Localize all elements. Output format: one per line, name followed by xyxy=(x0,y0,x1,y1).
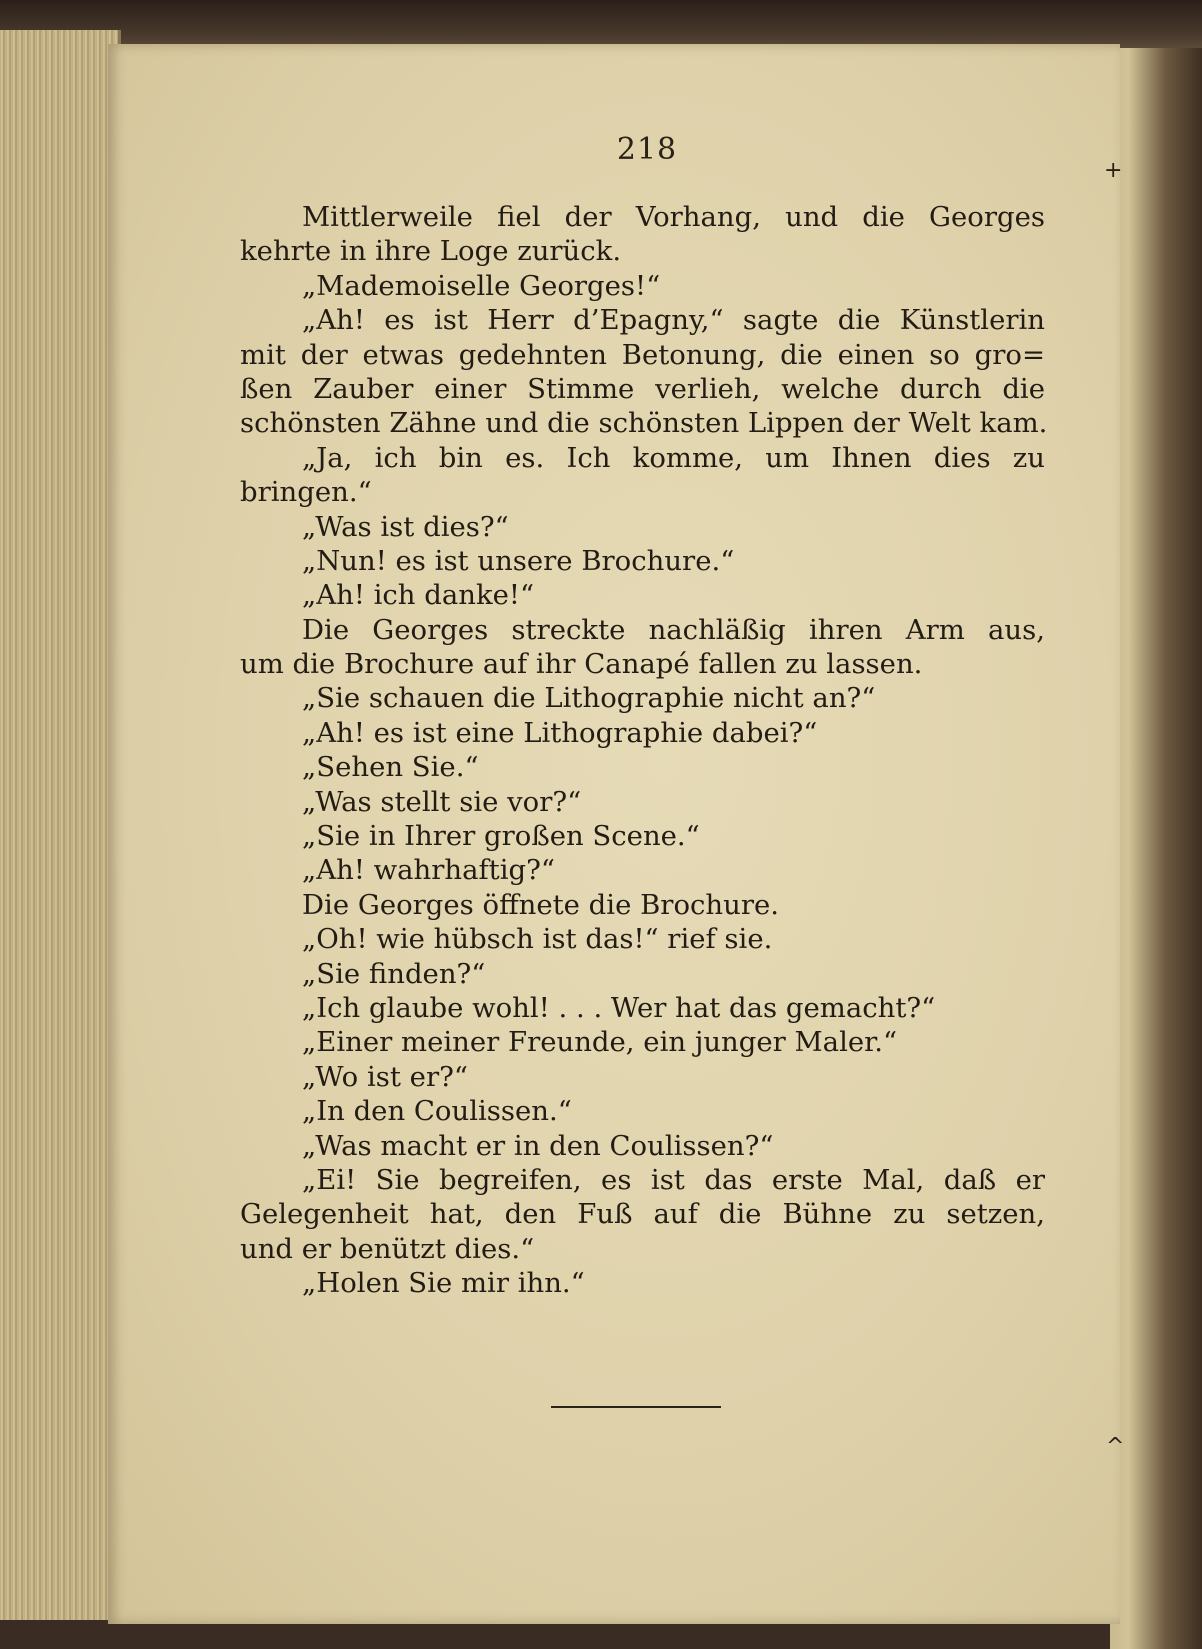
text-line: „Ah! es ist Herr d’Epagny,“ sagte die Künstlerin xyxy=(302,304,1045,337)
text-line: mit der etwas gedehnten Betonung, die einen so gro= xyxy=(240,338,1045,371)
text-line: „Holen Sie mir ihn.“ xyxy=(302,1267,585,1300)
text-line: Gelegenheit hat, den Fuß auf die Bühne zu setzen, xyxy=(240,1198,1045,1231)
caret-mark-icon: ^ xyxy=(1106,1434,1125,1459)
text-line: „Wo ist er?“ xyxy=(302,1060,468,1093)
text-line: „Ah! wahrhaftig?“ xyxy=(302,854,555,887)
text-line: schönsten Zähne und die schönsten Lippen der Welt kam. xyxy=(240,407,1048,440)
text-line: „Ah! es ist eine Lithographie dabei?“ xyxy=(302,716,818,749)
text-line: „Ei! Sie begreifen, es ist das erste Mal, daß er xyxy=(302,1163,1045,1196)
text-line: bringen.“ xyxy=(240,476,372,509)
text-line: „Nun! es ist unsere Brochure.“ xyxy=(302,544,735,577)
text-line: „Was macht er in den Coulissen?“ xyxy=(302,1129,774,1162)
book-spine-edge xyxy=(1110,48,1202,1649)
text-line: „Oh! wie hübsch ist das!“ rief sie. xyxy=(302,923,773,956)
text-line: „Sie finden?“ xyxy=(302,957,486,990)
page-text xyxy=(240,200,1048,1301)
text-line: „Sehen Sie.“ xyxy=(302,751,479,784)
text-line: „Ah! ich danke!“ xyxy=(302,579,535,612)
text-line: kehrte in ihre Loge zurück. xyxy=(240,235,622,268)
text-line: „Ich glaube wohl! . . . Wer hat das gemacht?“ xyxy=(302,991,936,1024)
text-line: „Einer meiner Freunde, ein junger Maler.“ xyxy=(302,1026,898,1059)
text-line: „In den Coulissen.“ xyxy=(302,1095,572,1128)
page-number: 218 xyxy=(616,132,678,167)
plus-mark-icon: + xyxy=(1104,158,1123,183)
text-line: und er benützt dies.“ xyxy=(240,1232,535,1265)
text-line: „Sie schauen die Lithographie nicht an?“ xyxy=(302,682,876,715)
section-divider-rule xyxy=(551,1406,721,1408)
text-line: Die Georges öffnete die Brochure. xyxy=(302,888,779,921)
text-line: „Sie in Ihrer großen Scene.“ xyxy=(302,820,700,853)
text-line: Mittlerweile fiel der Vorhang, und die Georges xyxy=(302,201,1045,233)
text-line: „Ja, ich bin es. Ich komme, um Ihnen dies zu xyxy=(302,441,1045,474)
book-page-stack xyxy=(0,30,121,1620)
text-line: „Mademoiselle Georges!“ xyxy=(302,269,661,302)
text-line: „Was stellt sie vor?“ xyxy=(302,785,582,818)
text-line: Die Georges streckte nachläßig ihren Arm aus, xyxy=(302,613,1045,646)
text-line: „Was ist dies?“ xyxy=(302,510,509,543)
text-line: ßen Zauber einer Stimme verlieh, welche durch die xyxy=(240,372,1045,405)
text-line: um die Brochure auf ihr Canapé fallen zu lassen. xyxy=(240,648,923,681)
